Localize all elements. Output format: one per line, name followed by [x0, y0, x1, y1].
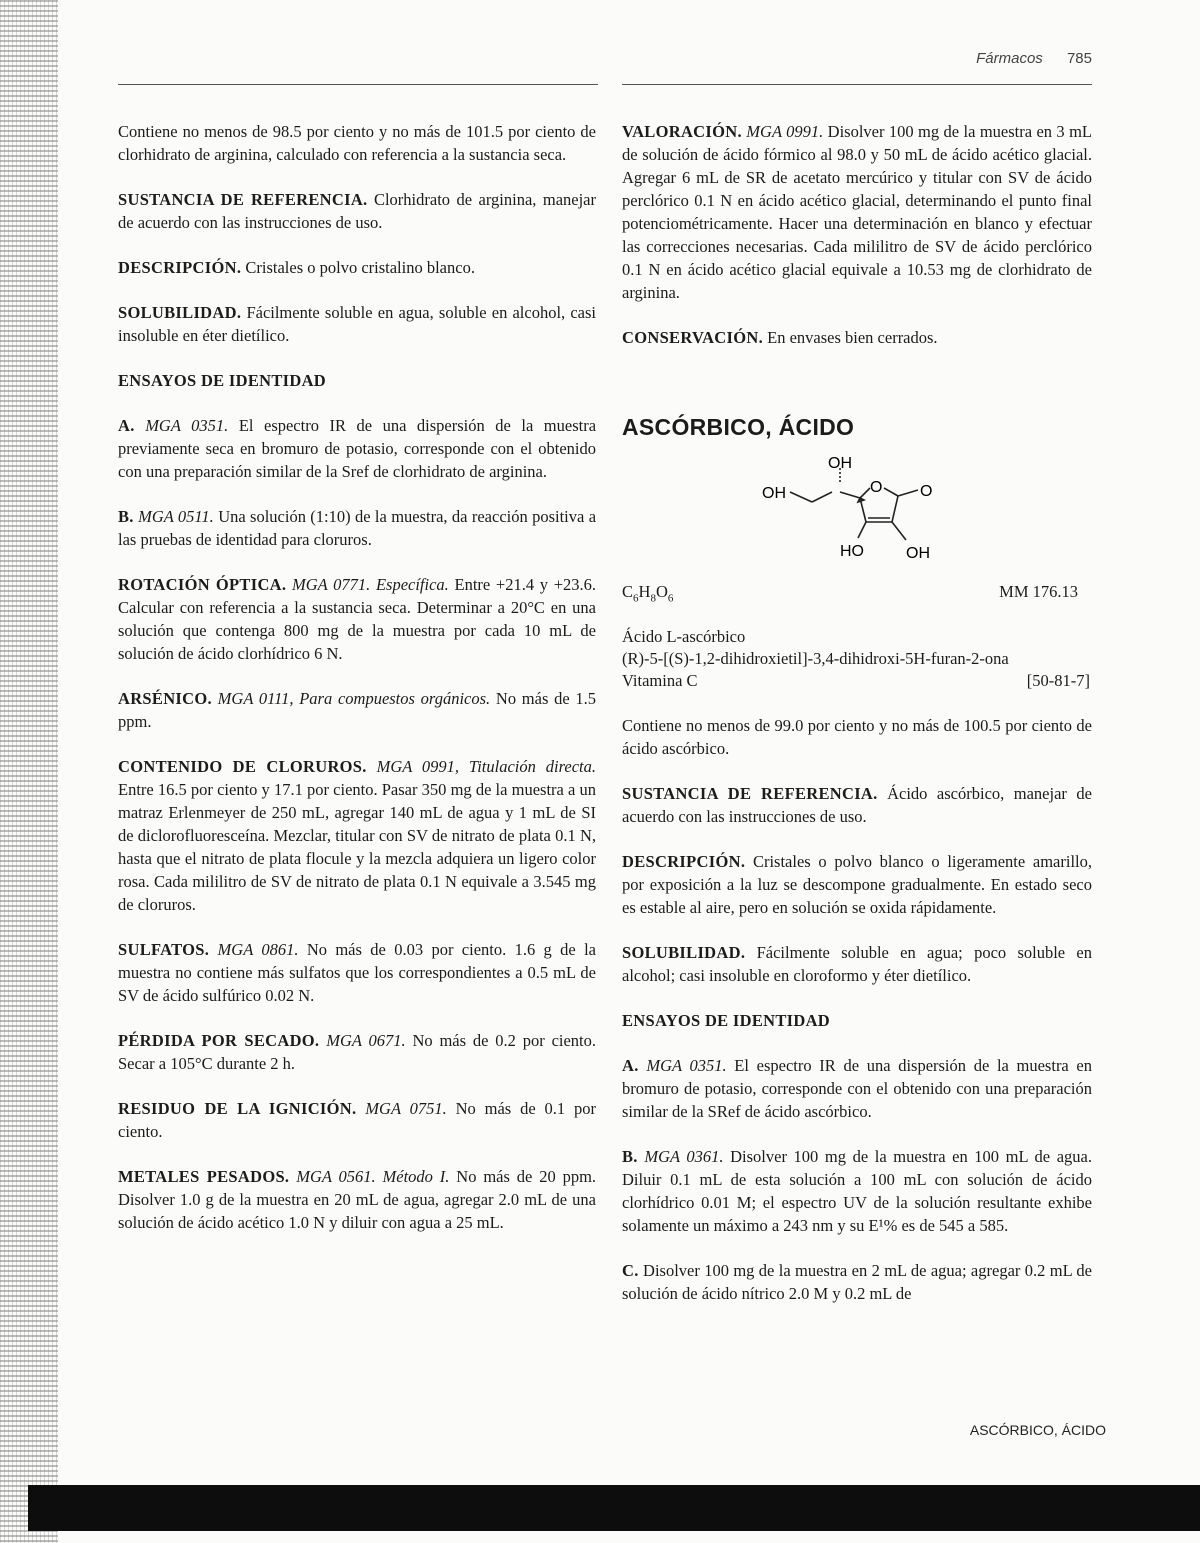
scan-edge-noise	[0, 0, 58, 1543]
arginine-test-a: A. MGA 0351. El espectro IR de una dispersión de la muestra previamente seca en bromuro de potasio, corresponde con el obtenido con una preparación similar de la Sref de clorhidrato de arginina.	[118, 416, 597, 481]
formula-row	[622, 582, 1078, 604]
arginine-arsenic: ARSÉNICO. MGA 0111, Para compuestos orgánicos. No más de 1.5 ppm.	[118, 689, 597, 731]
right-column-top	[622, 120, 1092, 371]
chemical-names	[622, 626, 1090, 692]
scan-bottom-bar	[28, 1485, 1200, 1531]
iupac-name: (R)-5-[(S)-1,2-dihidroxietil]-3,4-dihidroxi-5H-furan-2-ona	[622, 649, 1009, 668]
ascorbic-solubility: SOLUBILIDAD. Fácilmente soluble en agua; poco soluble en alcohol; casi insoluble en cloroformo y éter dietílico.	[622, 943, 1092, 985]
cas-number: [50-81-7]	[1026, 671, 1090, 690]
oh-top-label: OH	[828, 455, 852, 472]
ascorbic-test-c: C. Disolver 100 mg de la muestra en 2 mL de agua; agregar 0.2 mL de solución de ácido nítrico 2.0 M y 0.2 mL de	[622, 1261, 1092, 1303]
arginine-storage: CONSERVACIÓN. En envases bien cerrados.	[622, 328, 938, 347]
common-name: Ácido L-ascórbico	[622, 627, 746, 646]
arginine-heavy-metals: METALES PESADOS. MGA 0561. Método I. No más de 20 ppm. Disolver 1.0 g de la muestra en 20 mL de agua, agregar 2.0 mL de una solución de ácido acético 1.0 N y diluir con agua a 25 mL.	[118, 1167, 597, 1232]
page-number: 785	[1066, 50, 1092, 67]
ascorbic-acid-structure	[760, 450, 960, 570]
left-column	[118, 120, 596, 1256]
arginine-loss-on-drying: PÉRDIDA POR SECADO. MGA 0671. No más de 0.2 por ciento. Secar a 105°C durante 2 h.	[118, 1031, 597, 1073]
synonym-row: Vitamina C [50-81-7]	[622, 671, 1090, 690]
ascorbic-identity-heading: ENSAYOS DE IDENTIDAD	[622, 1011, 831, 1030]
ho-bottom-label: HO	[840, 543, 864, 560]
arginine-assay: VALORACIÓN. MGA 0991. Disolver 100 mg de la muestra en 3 mL de solución de ácido fórmico al 98.0 y 50 mL de ácido acético glacial. Agregar 6 mL de SR de acetato mercúrico y titular con SV de ácido perclórico 0.1 N en ácido acético glacial, determinando el punto final potenciométricamente. Hacer una determinación en blanco y efectuar las correcciones necesarias. Cada mililitro de SV de ácido perclórico 0.1 N en ácido acético glacial equivale a 10.53 mg de clorhidrato de arginina.	[622, 122, 1092, 302]
ring-oxygen-label: O	[870, 479, 883, 496]
footer-monograph-name: ASCÓRBICO, ÁCIDO	[969, 1422, 1106, 1438]
arginine-optical-rotation: ROTACIÓN ÓPTICA. MGA 0771. Específica. Entre +21.4 y +23.6. Calcular con referencia a la sustancia seca. Determinar a 20°C en una solución que contenga 800 mg de la muestra por cada 10 mL de solución de ácido clorhídrico 6 N.	[118, 575, 597, 663]
monograph-title: ASCÓRBICO, ÁCIDO	[622, 414, 855, 440]
header-rule-right	[622, 84, 1092, 85]
running-header	[976, 50, 1092, 67]
arginine-test-b: B. MGA 0511. Una solución (1:10) de la muestra, da reacción positiva a las pruebas de identidad para cloruros.	[118, 507, 597, 549]
right-column-body	[622, 714, 1092, 1327]
oh-bottom-label: OH	[906, 545, 930, 562]
arginine-solubility: SOLUBILIDAD. Fácilmente soluble en agua, soluble en alcohol, casi insoluble en éter dietílico.	[118, 303, 596, 345]
arginine-description: DESCRIPCIÓN. Cristales o polvo cristalino blanco.	[118, 258, 475, 277]
arginine-reference: SUSTANCIA DE REFERENCIA. Clorhidrato de arginina, manejar de acuerdo con las instrucciones de uso.	[118, 190, 596, 232]
carbonyl-oxygen-label: O	[920, 483, 933, 500]
arginine-sulfates: SULFATOS. MGA 0861. No más de 0.03 por ciento. 1.6 g de la muestra no contiene más sulfatos que los correspondientes a 0.5 mL de SV de ácido sulfúrico 0.02 N.	[118, 940, 597, 1005]
header-rule-left	[118, 84, 598, 85]
ascorbic-test-b: B. MGA 0361. Disolver 100 mg de la muestra en 100 mL de agua. Diluir 0.1 mL de esta solución a 100 mL con solución de ácido clorhídrico 0.01 M; el espectro UV de la solución resultante exhibe solamente un máximo a 243 nm y su E¹% es de 545 a 585.	[622, 1147, 1092, 1235]
ascorbic-test-a: A. MGA 0351. El espectro IR de una dispersión de la muestra en bromuro de potasio, corresponde con el obtenido con una preparación similar de la SRef de ácido ascórbico.	[622, 1056, 1093, 1121]
ascorbic-reference: SUSTANCIA DE REFERENCIA. Ácido ascórbico, manejar de acuerdo con las instrucciones de uso.	[622, 784, 1092, 826]
ascorbic-description: DESCRIPCIÓN. Cristales o polvo blanco o ligeramente amarillo, por exposición a la luz se descompone gradualmente. En estado seco es estable al aire, pero en solución se oxida rápidamente.	[622, 852, 1093, 917]
arginine-chlorides: CONTENIDO DE CLORUROS. MGA 0991, Titulación directa. Entre 16.5 por ciento y 17.1 por ciento. Pasar 350 mg de la muestra a un matraz Erlenmeyer de 250 mL, agregar 140 mL de agua y 1 mL de SI de diclorofluoresceína. Mezclar, titular con SV de nitrato de plata 0.1 N, hasta que el nitrato de plata flocule y la mezcla adquiera un ligero color rosa. Cada mililitro de SV de nitrato de plata 0.1 N equivale a 3.545 mg de cloruros.	[118, 757, 596, 914]
molecular-mass: MM 176.13	[999, 582, 1078, 601]
arginine-intro: Contiene no menos de 98.5 por ciento y no más de 101.5 por ciento de clorhidrato de arginina, calculado con referencia a la sustancia seca.	[118, 122, 596, 164]
molecular-formula: $C_6H_8O_6$	[622, 582, 674, 605]
arginine-identity-heading: ENSAYOS DE IDENTIDAD	[118, 371, 327, 390]
oh-left-label: OH	[762, 485, 786, 502]
running-header-section: Fármacos	[976, 50, 1043, 67]
arginine-residue-ignition: RESIDUO DE LA IGNICIÓN. MGA 0751. No más de 0.1 por ciento.	[118, 1099, 597, 1141]
ascorbic-intro: Contiene no menos de 99.0 por ciento y no más de 100.5 por ciento de ácido ascórbico.	[622, 716, 1092, 758]
